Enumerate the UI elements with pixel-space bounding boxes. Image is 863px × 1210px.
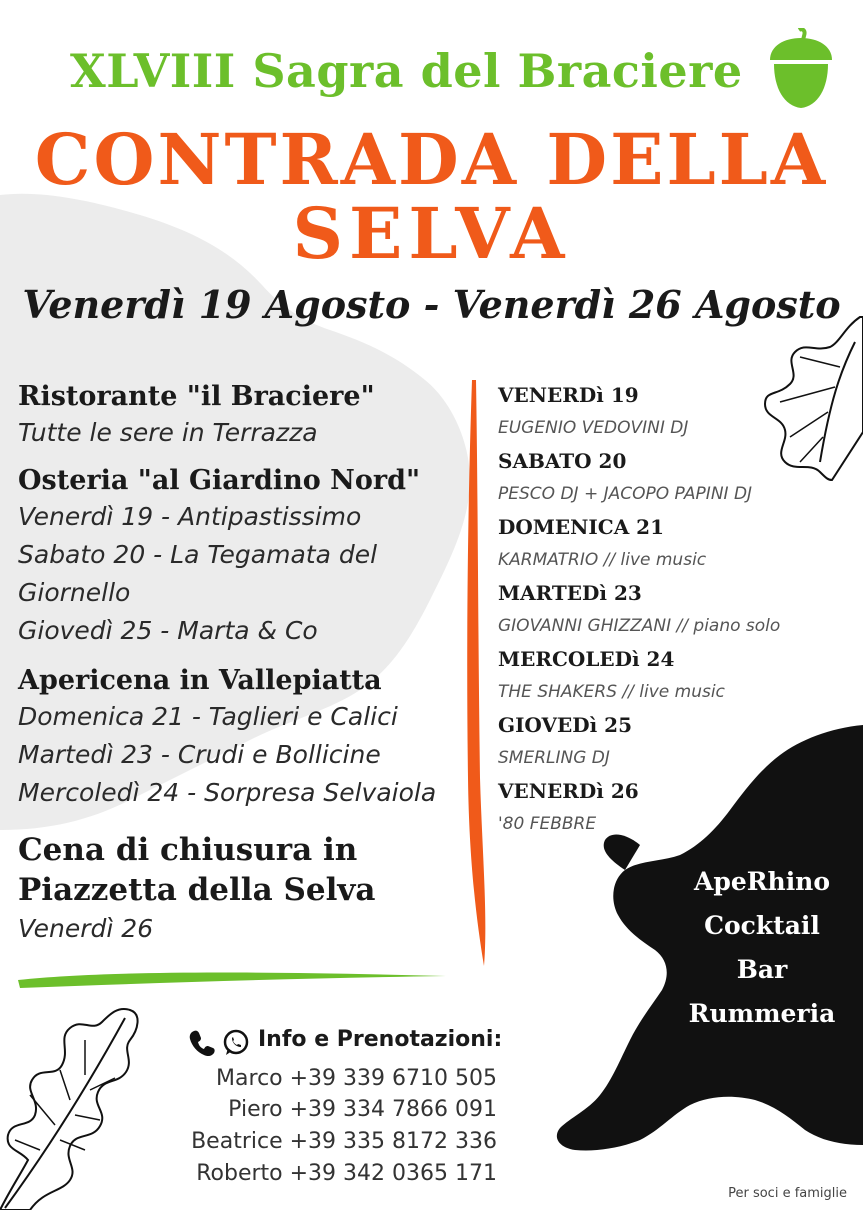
section-line: Venerdì 19 - Antipastissimo	[18, 502, 362, 531]
schedule-day: MARTEDì 23	[498, 581, 642, 605]
schedule-item	[498, 776, 858, 842]
bar-line: Rummeria	[688, 999, 836, 1028]
section-cena	[18, 830, 468, 948]
main-title-line2: SELVA	[292, 192, 571, 275]
schedule-day: DOMENICA 21	[498, 515, 665, 539]
section-ristorante	[18, 380, 468, 452]
schedule-activity: THE SHAKERS // live music	[498, 682, 725, 702]
schedule-item	[498, 512, 858, 578]
section-line: Giornello	[18, 578, 131, 607]
schedule-item	[498, 710, 858, 776]
green-divider	[16, 968, 448, 990]
contact-roberto: Roberto +39 342 0365 171	[196, 1161, 497, 1186]
section-osteria	[18, 464, 468, 650]
schedule-day: SABATO 20	[498, 449, 627, 473]
section-line: Giovedì 25 - Marta & Co	[18, 616, 318, 645]
event-dates: Venerdì 19 Agosto - Venerdì 26 Agosto	[22, 282, 841, 327]
schedule-activity: EUGENIO VEDOVINI DJ	[498, 418, 689, 438]
section-title: Osteria "al Giardino Nord"	[18, 465, 421, 496]
schedule-day: VENERDì 19	[498, 383, 639, 407]
oak-leaf-icon	[0, 1000, 160, 1210]
section-line: Mercoledì 24 - Sorpresa Selvaiola	[18, 778, 437, 807]
whatsapp-icon	[222, 1029, 250, 1057]
schedule-list	[498, 380, 858, 842]
section-title: Piazzetta della Selva	[18, 872, 376, 908]
phone-icon	[188, 1029, 216, 1057]
left-column	[18, 380, 468, 948]
acorn-icon	[766, 28, 836, 110]
section-line: Venerdì 26	[18, 914, 154, 943]
contact-beatrice: Beatrice +39 335 8172 336	[191, 1129, 497, 1154]
section-line: Sabato 20 - La Tegamata del	[18, 540, 378, 569]
schedule-item	[498, 380, 858, 446]
schedule-day: VENERDì 26	[498, 779, 639, 803]
section-line: Tutte le sere in Terrazza	[18, 418, 318, 447]
info-title: Info e Prenotazioni:	[258, 1027, 503, 1052]
schedule-activity: PESCO DJ + JACOPO PAPINI DJ	[498, 484, 753, 504]
event-title: XLVIII Sagra del Braciere	[70, 44, 743, 98]
section-title: Apericena in Vallepiatta	[18, 665, 382, 696]
contact-marco: Marco +39 339 6710 505	[216, 1066, 497, 1091]
schedule-activity: SMERLING DJ	[498, 748, 610, 768]
contact-piero: Piero +39 334 7866 091	[228, 1097, 497, 1122]
section-apericena	[18, 664, 468, 812]
schedule-day: GIOVEDì 25	[498, 713, 633, 737]
schedule-activity: GIOVANNI GHIZZANI // piano solo	[498, 616, 781, 636]
section-line: Domenica 21 - Taglieri e Calici	[18, 702, 398, 731]
schedule-activity: '80 FEBBRE	[498, 814, 597, 834]
section-title: Cena di chiusura in	[18, 832, 358, 868]
section-line: Martedì 23 - Crudi e Bollicine	[18, 740, 381, 769]
schedule-day: MERCOLEDì 24	[498, 647, 675, 671]
schedule-item	[498, 578, 858, 644]
bar-line: Cocktail Bar	[704, 911, 820, 984]
main-title-line1: CONTRADA DELLA	[34, 118, 829, 201]
schedule-activity: KARMATRIO // live music	[498, 550, 707, 570]
bar-line: ApeRhino	[693, 867, 831, 896]
orange-divider	[458, 378, 494, 968]
schedule-item	[498, 644, 858, 710]
footnote: Per soci e famiglie	[728, 1186, 847, 1201]
section-title: Ristorante "il Braciere"	[18, 381, 375, 412]
bar-label	[682, 860, 842, 1036]
schedule-item	[498, 446, 858, 512]
